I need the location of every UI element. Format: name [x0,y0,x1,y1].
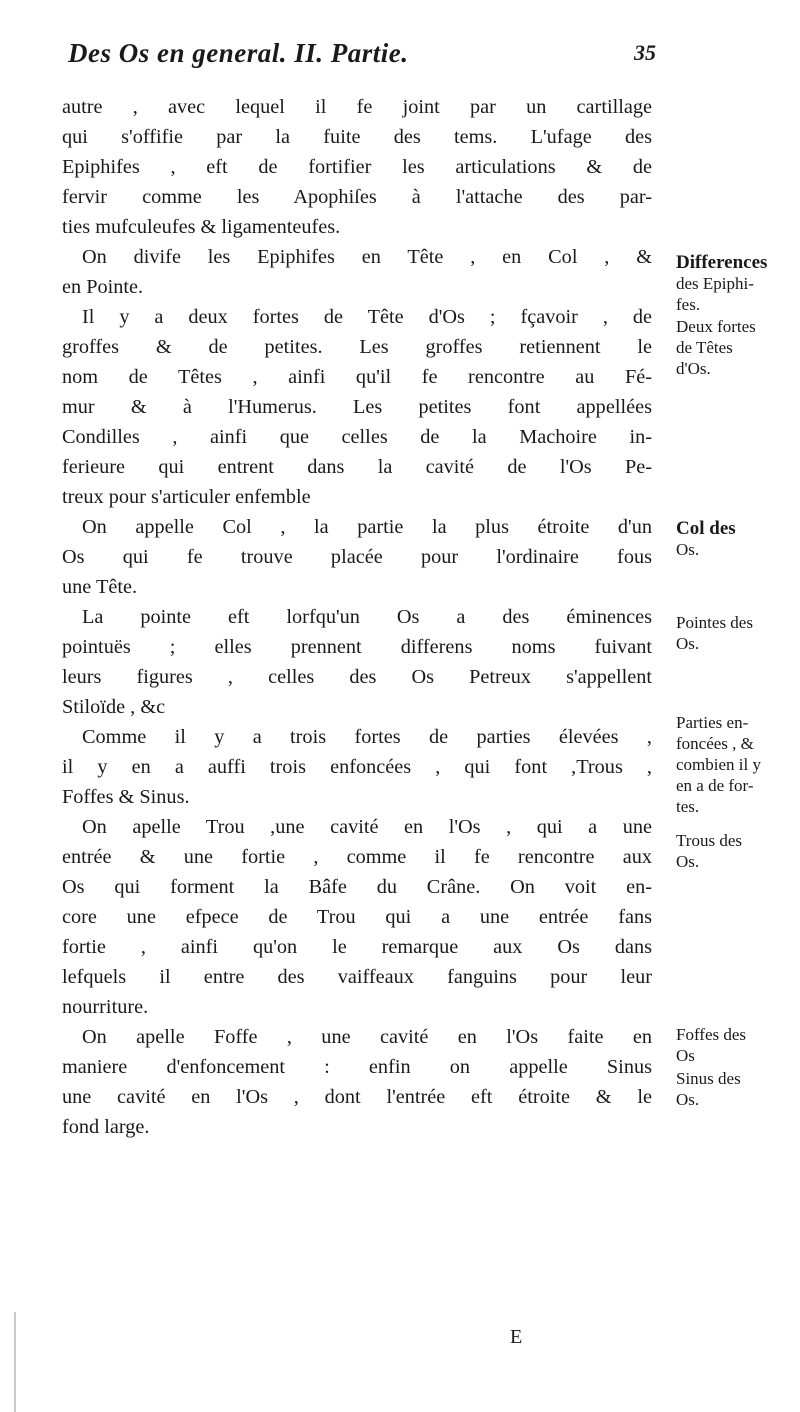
text-line: pointuës ; elles prennent differens noms fuivant [62,636,652,658]
text-line: treux pour s'articuler enfemble [62,486,311,508]
text-line: fond large. [62,1116,150,1138]
page-header [68,38,656,82]
margin-note-line: tes. [676,797,700,816]
margin-note-col [676,518,798,560]
margin-note-line: foncées , & [676,734,754,753]
text-line: mur & à l'Humerus. Les petites font appellées [62,396,652,418]
margin-note-differences [676,252,798,315]
text-line: La pointe eft lorfqu'un Os a des éminences [82,606,652,628]
text-line: nourriture. [62,996,149,1018]
margin-note-line: Os. [676,1090,700,1109]
text-line: une Tête. [62,576,138,598]
text-line: entrée & une fortie , comme il fe rencontre aux [62,846,652,868]
text-line: une cavité en l'Os , dont l'entrée eft étroite & le [62,1086,652,1108]
text-line: On apelle Trou ,une cavité en l'Os , qui a une [82,816,652,838]
margin-note-fosses [676,1024,798,1066]
text-line: nom de Têtes , ainfi qu'il fe rencontre au Fé- [62,366,652,388]
margin-note-line: Os. [676,540,700,559]
text-line: fortie , ainfi qu'on le remarque aux Os dans [62,936,652,958]
signature-mark: E [510,1326,523,1348]
margin-note-line: Pointes des [676,613,753,632]
margin-note-line: Sinus des [676,1069,741,1088]
margin-note-sinus [676,1068,798,1110]
page-number: 35 [634,40,656,65]
margin-note-trous [676,830,798,872]
text-line: en Pointe. [62,276,144,298]
margin-note-line: de Têtes [676,338,733,357]
margin-note-line: Deux fortes [676,317,756,336]
text-line: groffes & de petites. Les groffes retiennent le [62,336,652,358]
margin-note-line: Os [676,1046,695,1065]
text-line: Il y a deux fortes de Tête d'Os ; fçavoir , de [82,306,652,328]
binding-shadow-divider [14,1312,16,1412]
text-line: core une efpece de Trou qui a une entrée fans [62,906,652,928]
text-line: ferieure qui entrent dans la cavité de l'Os Pe- [62,456,652,478]
margin-note-parties [676,712,798,817]
margin-note-line: Foffes des [676,1025,747,1044]
running-head: Des Os en general. II. Partie. [68,38,409,68]
margin-note-line: en a de for- [676,776,754,795]
margin-note-pointes [676,612,798,654]
text-line: ties mufculeufes & ligamenteufes. [62,216,341,238]
margin-note-line: Trous des [676,831,742,850]
margin-note-line: Os. [676,852,700,871]
text-line: fervir comme les Apophiſes à l'attache des par- [62,186,652,208]
margin-note-line: d'Os. [676,359,711,378]
text-line: Stiloïde , &c [62,696,166,718]
text-line: il y en a auffi trois enfoncées , qui font ,Trous , [62,756,652,778]
text-line: On divife les Epiphifes en Tête , en Col , & [82,246,652,268]
margin-note-line: Differences [676,252,768,273]
margin-note-line: fes. [676,295,701,314]
text-line: Os qui forment la Bâfe du Crâne. On voit en- [62,876,652,898]
text-line: maniere d'enfoncement : enfin on appelle Sinus [62,1056,652,1078]
margin-note-line: Os. [676,634,700,653]
text-line: autre , avec lequel il fe joint par un cartillage [62,96,652,118]
text-line: Epiphifes , eft de fortifier les articulations & de [62,156,652,178]
text-line: Comme il y a trois fortes de parties élevées , [82,726,652,748]
text-line: Foffes & Sinus. [62,786,190,808]
text-line: Condilles , ainfi que celles de la Machoire in- [62,426,652,448]
text-line: On apelle Foffe , une cavité en l'Os faite en [82,1026,652,1048]
text-line: Os qui fe trouve placée pour l'ordinaire fous [62,546,652,568]
text-line: lefquels il entre des vaiffeaux fanguins pour leur [62,966,652,988]
margin-note-line: Col des [676,518,736,539]
text-line: leurs figures , celles des Os Petreux s'appellent [62,666,652,688]
text-line: On appelle Col , la partie la plus étroite d'un [82,516,652,538]
margin-note-two-heads [676,316,798,379]
text-line: qui s'offifie par la fuite des tems. L'ufage des [62,126,652,148]
margin-note-line: combien il y [676,755,761,774]
margin-note-line: des Epiphi- [676,274,754,293]
margin-note-line: Parties en- [676,713,749,732]
